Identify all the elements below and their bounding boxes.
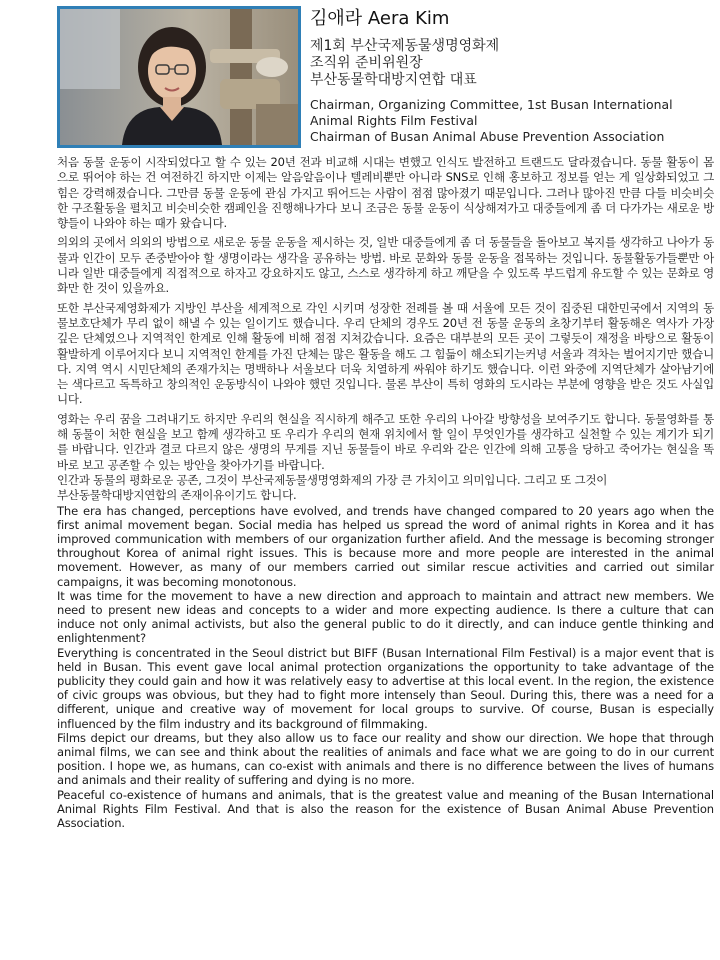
portrait-illustration [60, 9, 298, 145]
speaker-info [310, 6, 715, 145]
korean-paragraph-2: 의외의 곳에서 의외의 방법으로 새로운 동물 운동을 제시하는 것, 일반 대중들에게 좀 더 동물들을 돌아보고 복지를 생각하고 나아가 동물과 인간이 모두 존중받아야 할 생명이라는 생각을 공유하는 방법. 바로 문화와 동물 운동을 접목하는 것입니다. 동물활동가들뿐만 아니라 일반 대중들에게 직접적으로 하자고 강요하지도 않고, 스스로 생각하게 하고 깨닫을 수 있도록 부드럽게 유도할 수 있는 문화로 영화만 한 것이 있을까요. [57, 235, 714, 296]
korean-paragraph-5: 인간과 동물의 평화로운 공존, 그것이 부산국제동물생명영화제의 가장 큰 가치이고 의미입니다. 그리고 또 그것이 [57, 472, 608, 487]
title-ko-festival: 제1회 부산국제동물생명영화제 [310, 38, 500, 54]
speaker-name: 김애라 Aera Kim [310, 8, 450, 29]
portrait-photo [57, 6, 301, 148]
title-en-line-1: Chairman, Organizing Committee, 1st Busan International [310, 97, 673, 112]
english-paragraph-3: Everything is concentrated in the Seoul district but BIFF (Busan International Film Festival) is a major event that is held in Busan. This event gave local animal protection organizations the opportunity to take advantage of the publicity they could gain and how it was relatively easy to advertise at this local event. In the region, the existence of civic groups was obvious, but they had to fight more intensely than Seoul. During this, there was a need for a different, unique and creative way of movement for local groups to survive. Of course, Busan is especially influenced by the film industry and its background of filmmaking. [57, 645, 714, 731]
title-ko-committee: 조직위 준비위원장 [310, 55, 423, 71]
english-paragraph-2: It was time for the movement to have a new direction and approach to maintain and attract new members. We need to present new ideas and concepts to a wider and more expecting audience. Is there a culture that can induce not only animal activists, but also the general public to do it directly, and can induce gentle thinking and enlightenment? [57, 588, 714, 646]
title-en-line-2: Animal Rights Film Festival [310, 113, 478, 128]
english-paragraph-5: Peaceful co-existence of humans and animals, that is the greatest value and meaning of the Busan International Animal Rights Film Festival. And that is also the reason for the existence of Busan Animal Abuse Prevention Association. [57, 787, 714, 830]
title-en-line-3: Chairman of Busan Animal Abuse Prevention Association [310, 129, 665, 144]
korean-paragraph-6: 부산동물학대방지연합의 존재이유이기도 합니다. [57, 488, 297, 503]
english-paragraph-4: Films depict our dreams, but they also allow us to face our reality and show our direction. We hope that through animal films, we can see and think about the realities of animals and face what we are going to do in our current position. I hope we, as humans, can co-exist with animals and there is no difference between the lives of humans and animals and their reality of suffering and dying is no more. [57, 730, 714, 788]
korean-paragraph-3: 또한 부산국제영화제가 지방인 부산을 세계적으로 각인 시키며 성장한 전례를 볼 때 서울에 모든 것이 집중된 대한민국에서 지역의 동물보호단체가 무리 없이 해낼 수 있는 일이기도 했습니다. 우리 단체의 경우도 20년 전 동물 운동의 초창기부터 활동해온 역사가 가장 깊은 단체였으나 지역적인 한계로 인해 활동에 비해 점점 지쳐갔습니다. 요즘은 대부분의 모든 곳이 그렇듯이 재정을 바탕으로 활동이 활발하게 이루어지다 보니 지역적인 한계를 가진 단체는 많은 활동을 해도 그 힘듦이 해소되기는커녕 서울과 격차는 벌어지기만 했습니다. 지역 역시 시민단체의 존재가치는 명백하나 서울보다 더욱 치열하게 싸워야 하기도 했습니다. 이런 와중에 지역단체가 살아남기에는 색다르고 독특하고 창의적인 운동방식이 나와야 했던 것입니다. 물론 부산이 특히 영화의 도시라는 부분에 영향을 받은 것도 사실입니다. [57, 300, 714, 407]
korean-paragraph-4: 영화는 우리 꿈을 그려내기도 하지만 우리의 현실을 직시하게 해주고 또한 우리의 나아갈 방향성을 보여주기도 합니다. 동물영화를 통해 동물이 처한 현실을 보고 함께 생각하고 또 우리가 우리의 현재 위치에서 할 일이 무엇인가를 생각하고 실천할 수 있는 계기가 되기를 바랍니다. 인간과 결코 다르지 않은 생명의 무게를 지닌 동물들이 바로 우리와 같은 인간에 의해 고통을 당하고 죽어가는 현실을 똑바로 보고 공존할 수 있는 방안을 찾아가기를 바랍니다. [57, 411, 714, 472]
korean-paragraph-1: 처음 동물 운동이 시작되었다고 할 수 있는 20년 전과 비교해 시대는 변했고 인식도 발전하고 트랜드도 달라졌습니다. 동물 활동이 몸으로 뛰어야 하는 건 여전하긴 하지만 이제는 알음알음이나 텔레비뿐만 아니라 SNS로 인해 홍보하고 정보를 얻는 게 일상화되었고 그 힘은 강력해졌습니다. 그만큼 동물 운동에 관심 가지고 뛰어드는 사람이 점점 많아졌기 때문입니다. 그러나 많아진 만큼 다들 비슷비슷한 구조활동을 펼치고 비슷비슷한 캠페인을 진행해나가다 보니 조금은 동물 운동이 식상해져가고 대중들에게 좀 더 다가가는 새로운 방향들이 나와야 하는 때가 왔습니다. [57, 155, 714, 231]
title-ko-association: 부산동물학대방지연합 대표 [310, 72, 477, 88]
english-paragraph-1: The era has changed, perceptions have evolved, and trends have changed compared to 20 years ago when the first animal movement began. Social media has helped us spread the word of animal rights in Korea and it has improved communication with members of our organization further afield. And the message is becoming stronger throughout Korea of animal right issues. This is because more and more people are interested in the animal movement. However, as many of our members carried out similar rescue activities and carried out similar campaigns, it was becoming monotonous. [57, 503, 714, 589]
article-body [57, 155, 714, 830]
